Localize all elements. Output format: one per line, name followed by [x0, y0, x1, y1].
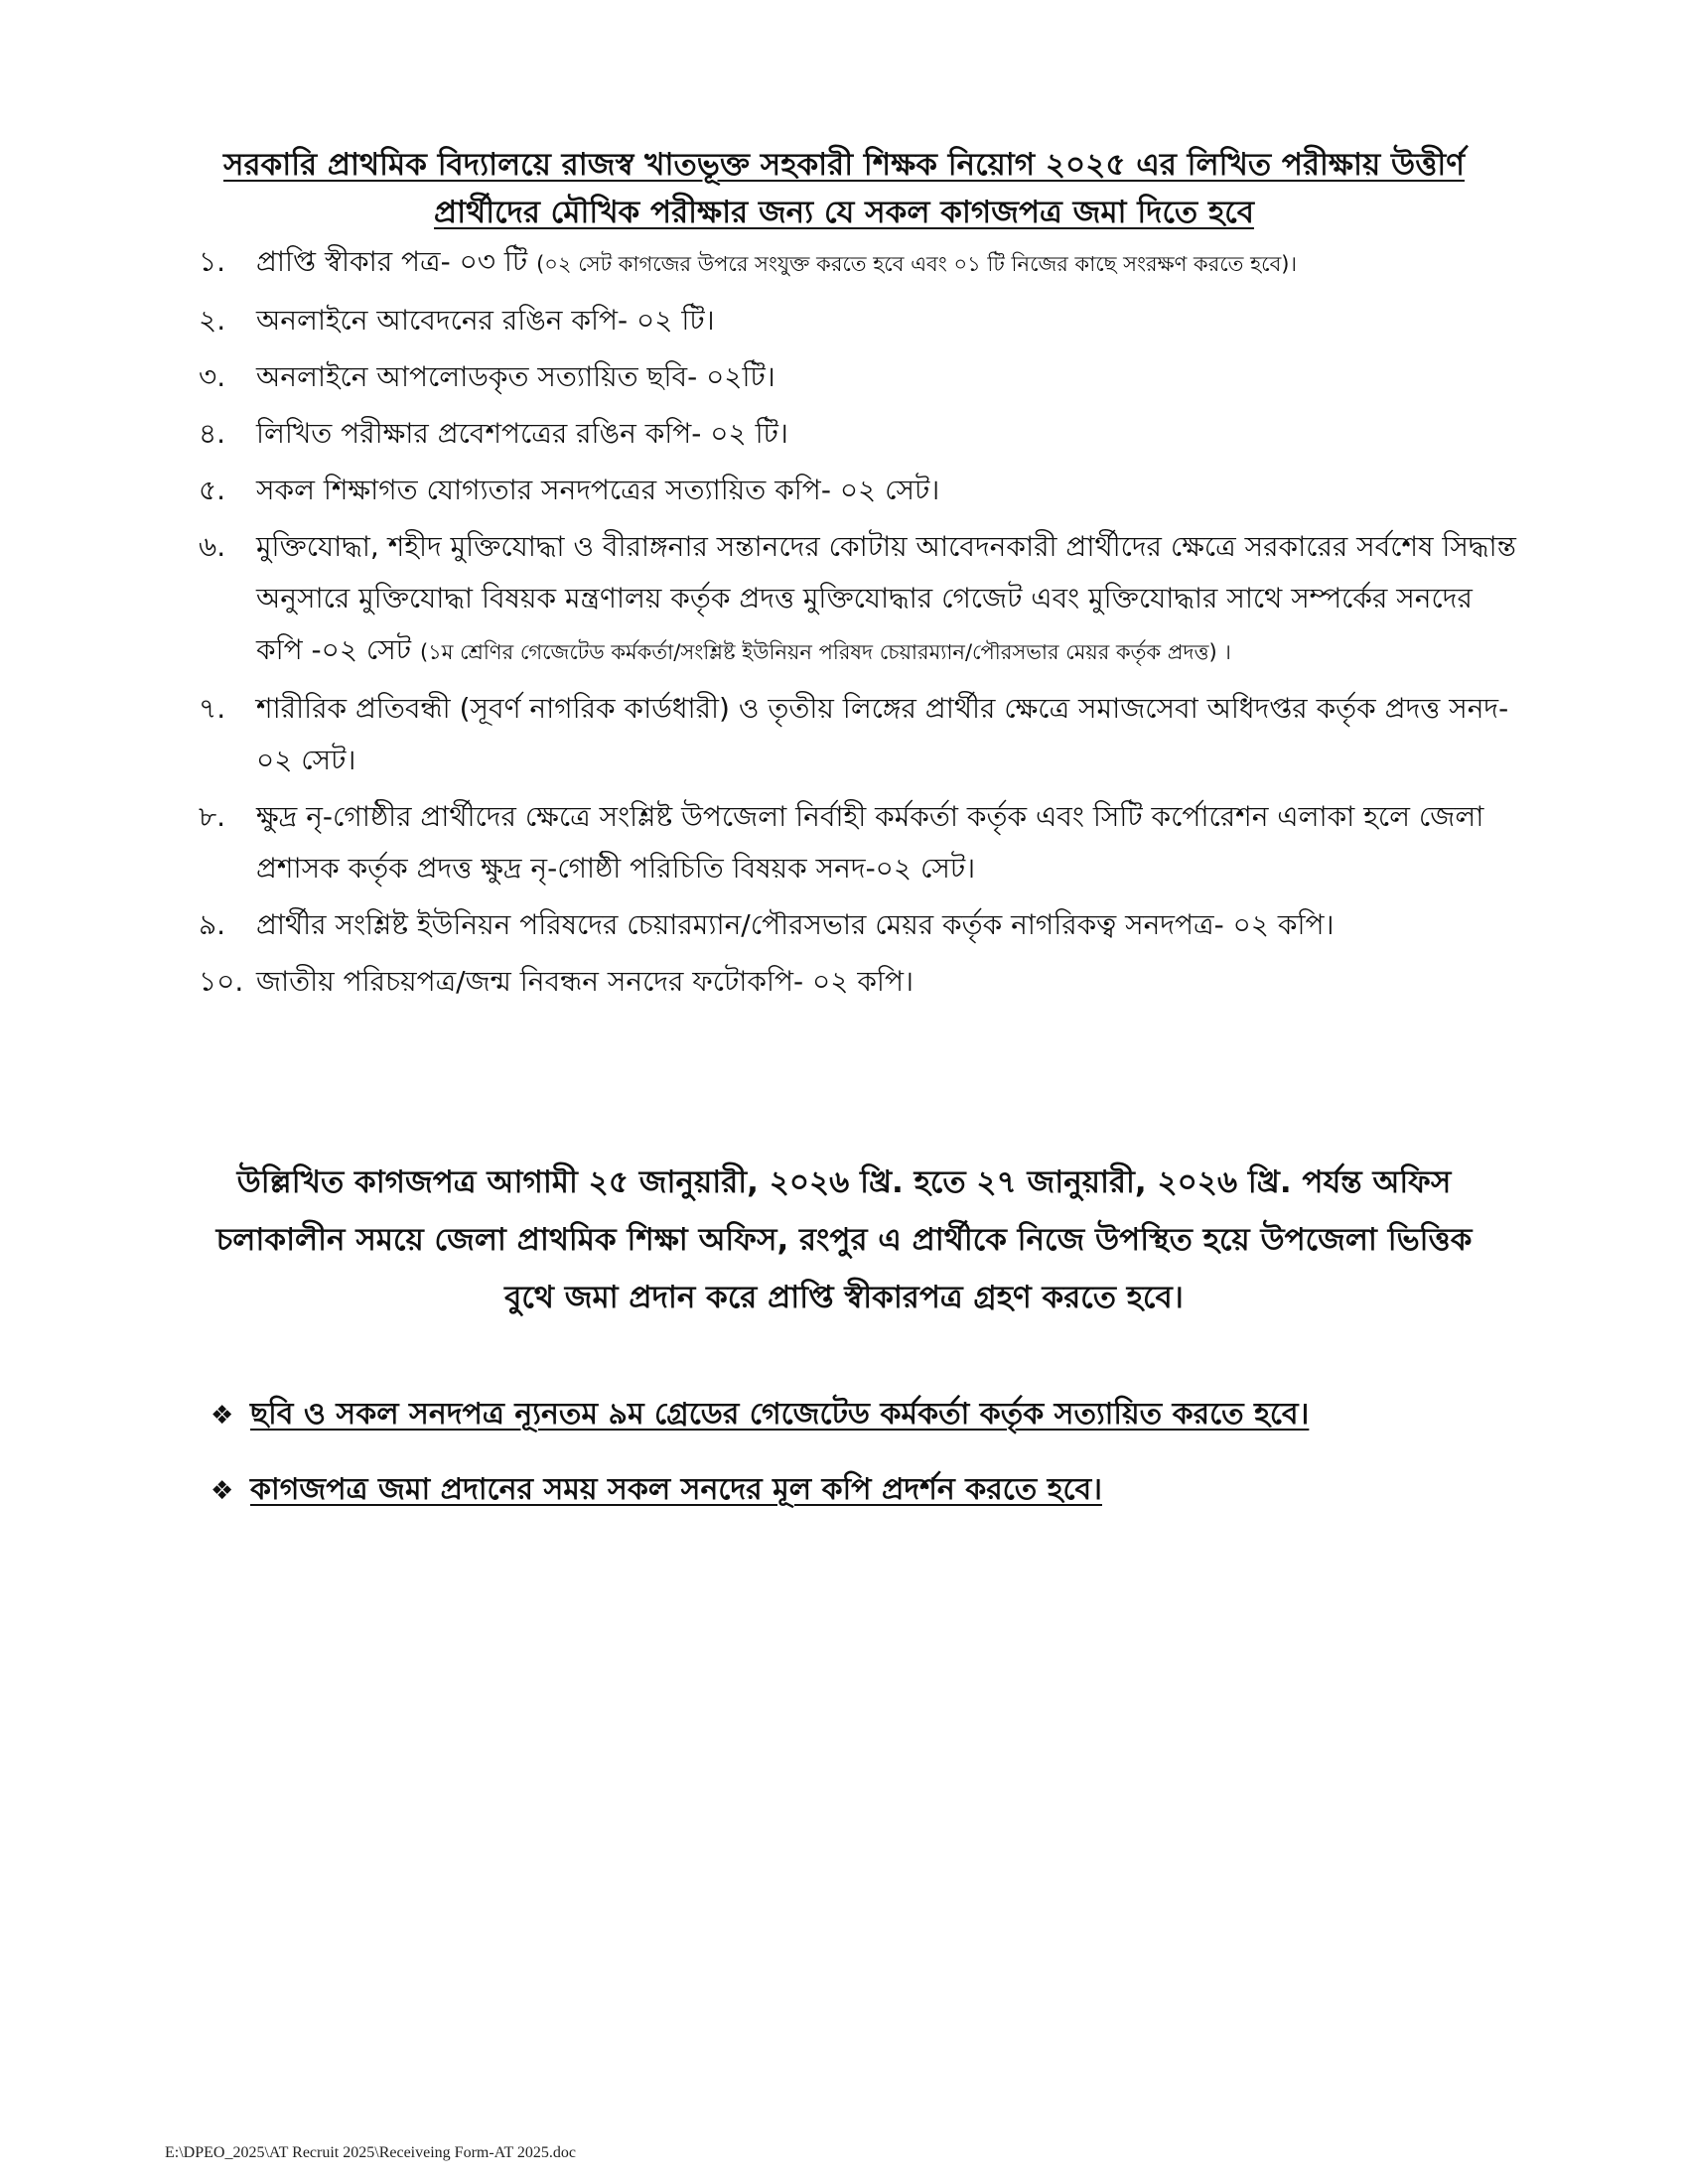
list-item-number: ৩.: [199, 360, 226, 393]
list-item-text: প্রাপ্তি স্বীকার পত্র- ০৩ টি: [256, 245, 528, 278]
list-item-number: ৮.: [199, 800, 226, 833]
instruction-bullet: [211, 1394, 1501, 1436]
list-item: [199, 236, 1519, 290]
list-item-number: ৫.: [199, 474, 226, 506]
instruction-bullet: [211, 1469, 1501, 1512]
list-item-text: মুক্তিযোদ্ধা, শহীদ মুক্তিযোদ্ধা ও বীরাঙ্গনার সন্তানদের কোটায় আবেদনকারী প্রার্থীদের ক্ষেত্রে সরকারের সর্বশেষ সিদ্ধান্ত অনুসারে মুক্তিযোদ্ধা বিষয়ক মন্ত্রণালয় কর্তৃক প্রদত্ত মুক্তিযোদ্ধার গেজেট এবং মুক্তিযোদ্ধার সাথে সম্পর্কের সনদের কপি -০২ সেট: [256, 530, 1516, 666]
list-item: [199, 899, 1519, 951]
list-item-number: ১.: [199, 245, 226, 278]
list-item-number: ২.: [199, 304, 226, 337]
list-item-text: অনলাইনে আবেদনের রঙিন কপি- ০২ টি।: [256, 304, 715, 337]
list-item-number: ১০.: [199, 965, 244, 998]
page-title: [179, 141, 1509, 236]
document-list: [199, 236, 1519, 1013]
submission-notice: উল্লিখিত কাগজপত্র আগামী ২৫ জানুয়ারী, ২০২৬ খ্রি. হতে ২৭ জানুয়ারী, ২০২৬ খ্রি. পর্যন্ত অফিস চলাকালীন সময়ে জেলা প্রাথমিক শিক্ষা অফিস, রংপুর এ প্রার্থীকে নিজে উপস্থিত হয়ে উপজেলা ভিত্তিক বুথে জমা প্রদান করে প্রাপ্তি স্বীকারপত্র গ্রহণ করতে হবে।: [215, 1164, 1473, 1315]
list-item-number: ৪.: [199, 417, 226, 450]
list-item: [199, 351, 1519, 403]
list-item-text: জাতীয় পরিচয়পত্র/জন্ম নিবন্ধন সনদের ফটোকপি- ০২ কপি।: [256, 965, 914, 998]
footer-file-path: E:\DPEO_2025\AT Recruit 2025\Receiveing Form-AT 2025.doc: [165, 2144, 577, 2161]
list-item: [199, 465, 1519, 516]
list-item-text: অনলাইনে আপলোডকৃত সত্যায়িত ছবি- ০২টি।: [256, 360, 775, 393]
list-item-text: শারীরিক প্রতিবন্ধী (সূবর্ণ নাগরিক কার্ডধারী) ও তৃতীয় লিঙ্গের প্রার্থীর ক্ষেত্রে সমাজসেবা অধিদপ্তর কর্তৃক প্রদত্ত সনদ- ০২ সেট।: [256, 692, 1509, 776]
list-item-number: ৬.: [199, 530, 226, 563]
title-line-2: প্রার্থীদের মৌখিক পরীক্ষার জন্য যে সকল কাগজপত্র জমা দিতে হবে: [434, 195, 1254, 230]
list-item-number: ৭.: [199, 692, 226, 725]
list-item-note: (০২ সেট কাগজের উপরে সংযুক্ত করতে হবে এবং ০১ টি নিজের কাছে সংরক্ষণ করতে হবে)।: [536, 252, 1297, 276]
list-item: [199, 956, 1519, 1008]
instruction-text: কাগজপত্র জমা প্রদানের সময় সকল সনদের মূল কপি প্রদর্শন করতে হবে।: [250, 1472, 1102, 1507]
list-item-note: (১ম শ্রেণির গেজেটেড কর্মকর্তা/সংশ্লিষ্ট ইউনিয়ন পরিষদ চেয়ারম্যান/পৌরসভার মেয়র কর্তৃক প্রদত্ত) ।: [419, 640, 1231, 664]
diamond-bullet-icon: ❖: [211, 1476, 234, 1506]
diamond-bullet-icon: ❖: [211, 1401, 234, 1431]
list-item: [199, 791, 1519, 894]
list-item: [199, 683, 1519, 786]
list-item: [199, 295, 1519, 346]
list-item-text: লিখিত পরীক্ষার প্রবেশপত্রের রঙিন কপি- ০২ টি।: [256, 417, 788, 450]
list-item-text: প্রার্থীর সংশ্লিষ্ট ইউনিয়ন পরিষদের চেয়ারম্যান/পৌরসভার মেয়র কর্তৃক নাগরিকত্ব সনদপত্র- ০২ কপি।: [256, 908, 1335, 941]
list-item-text: সকল শিক্ষাগত যোগ্যতার সনদপত্রের সত্যায়িত কপি- ০২ সেট।: [256, 474, 940, 506]
list-item: [199, 521, 1519, 678]
title-line-1: সরকারি প্রাথমিক বিদ্যালয়ে রাজস্ব খাতভূক্ত সহকারী শিক্ষক নিয়োগ ২০২৫ এর লিখিত পরীক্ষায় উত্তীর্ণ: [223, 147, 1465, 183]
instruction-text: ছবি ও সকল সনদপত্র ন্যূনতম ৯ম গ্রেডের গেজেটেড কর্মকর্তা কর্তৃক সত্যায়িত করতে হবে।: [250, 1397, 1310, 1432]
list-item-number: ৯.: [199, 908, 226, 941]
list-item: [199, 408, 1519, 460]
list-item-text: ক্ষুদ্র নৃ-গোষ্ঠীর প্রার্থীদের ক্ষেত্রে সংশ্লিষ্ট উপজেলা নির্বাহী কর্মকর্তা কর্তৃক এবং সিটি কর্পোরেশন এলাকা হলে জেলা প্রশাসক কর্তৃক প্রদত্ত ক্ষুদ্র নৃ-গোষ্ঠী পরিচিতি বিষয়ক সনদ-০২ সেট।: [256, 800, 1484, 885]
